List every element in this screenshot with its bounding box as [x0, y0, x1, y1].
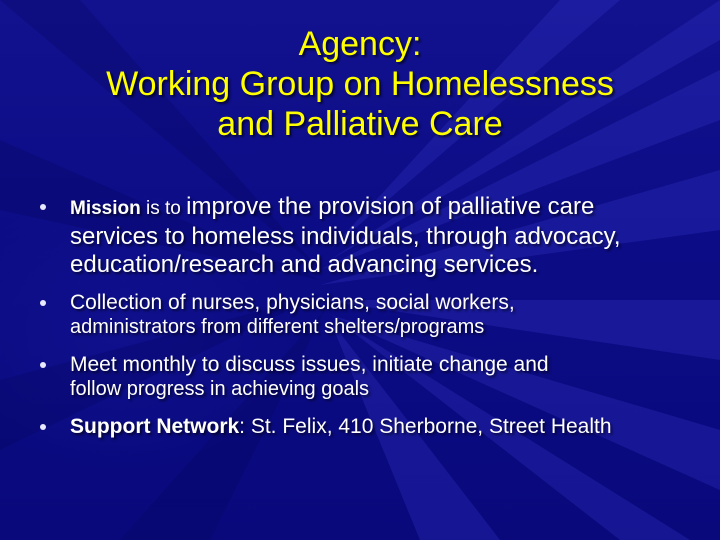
bullet-support-network — [40, 415, 680, 439]
bullet-dot-icon — [40, 204, 46, 210]
bullet-mission — [40, 193, 680, 279]
collection-line-1: Collection of nurses, physicians, social workers, — [70, 291, 515, 314]
meetings-line-1: Meet monthly to discuss issues, initiate change and — [70, 353, 549, 376]
title-line-2: Working Group on Homelessness — [106, 65, 614, 103]
bullet-list — [40, 193, 680, 453]
slide-title — [20, 24, 700, 144]
mission-connector: is to — [140, 198, 187, 219]
bullet-dot-icon — [40, 424, 46, 430]
meetings-line-2: follow progress in achieving goals — [70, 378, 370, 400]
support-network-text: : St. Felix, 410 Sherborne, Street Health — [239, 415, 612, 438]
bullet-collection — [40, 291, 680, 339]
title-line-1: Agency: — [298, 25, 422, 63]
mission-label: Mission — [70, 198, 141, 219]
bullet-dot-icon — [40, 362, 46, 368]
collection-line-2: administrators from different shelters/programs — [70, 316, 485, 338]
mission-text: improve the provision of palliative care services to homeless individuals, through advocacy, education/research and advancing services. — [70, 193, 621, 278]
bullet-dot-icon — [40, 300, 46, 306]
title-line-3: and Palliative Care — [217, 105, 503, 143]
bullet-meetings — [40, 353, 680, 401]
support-network-label: Support Network — [70, 415, 240, 438]
